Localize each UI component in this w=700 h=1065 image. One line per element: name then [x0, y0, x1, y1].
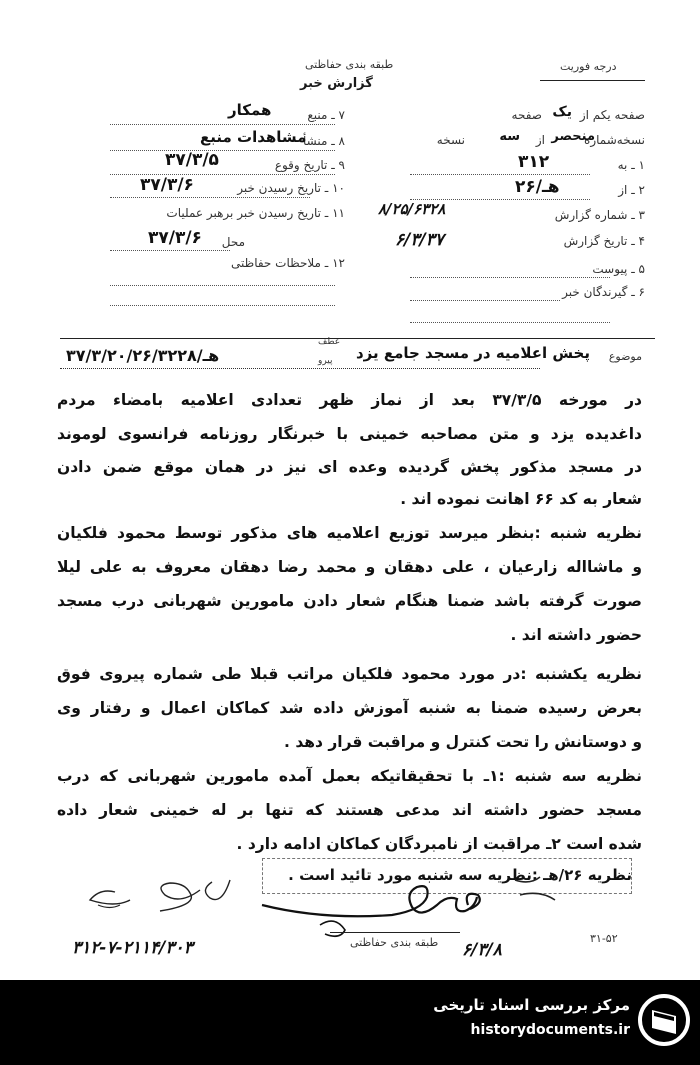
body-line-10: بعرض رسیده ضمنا به شنبه آموزش داده شد کماکان اعمال و رفتار وی: [57, 699, 642, 717]
field-from-value: ۲۶/هـ: [515, 177, 560, 197]
bottom-classification-rule: [330, 932, 460, 933]
body-line-14: شده است ۲ـ مراقبت از نامبردگان کماکان ادامه دارد .: [236, 835, 642, 853]
priority-label: درجه فوریت: [560, 60, 617, 73]
body-line-4: شعار به کد ۶۶ اهانت نموده اند .: [400, 490, 642, 508]
field-ops-date-label: ۱۱ ـ تاریخ رسیدن خبر برهبر عملیات: [166, 206, 345, 220]
field-source-label: ۷ ـ منبع: [307, 108, 345, 122]
bottom-code: ۳۱-۵۲: [590, 932, 618, 945]
field-place-label: محل: [221, 235, 245, 249]
watermark-brand: [410, 990, 630, 1050]
body-line-1: در مورخه ۳۷/۳/۵ بعد از نماز ظهر تعدادی اعلامیه بامضاء مردم: [57, 391, 643, 409]
subject-label: موضوع: [608, 350, 642, 363]
page-of-label: صفحه یکم از: [579, 108, 645, 122]
field-origin-value: مشاهدات منبع: [200, 128, 307, 146]
field-place-value: ۳۷/۳/۶: [148, 228, 202, 248]
field-report-number-value: ۸/۲۵/۶۳۲۸: [378, 200, 446, 218]
field-occurrence-date-label: ۹ ـ تاریخ وقوع: [274, 158, 345, 172]
body-line-6: و ماشااله زارعیان ، علی دهقان و محمد رضا دهقان معروف به علی لیلا: [57, 558, 642, 576]
field-to-value: ۳۱۲: [518, 152, 550, 172]
body-line-8: حضور داشته اند .: [510, 626, 642, 644]
watermark-logo-icon: [636, 992, 692, 1048]
subject-ref-number: ۳۷/۳/۲۰/هـ/۲۶/۳۲۲۸: [66, 346, 220, 365]
copy-number-label: نسخه‌شماره: [584, 133, 645, 147]
body-line-13: مسجد حضور داشته اند مدعی هستند که تنها بر له خمینی شعار داده: [57, 801, 642, 819]
handwritten-number-bottom: ۶/۳/۸: [462, 940, 502, 960]
field-attachment-label: ۵ ـ پیوست: [592, 262, 645, 276]
body-line-5: نظریه شنبه :بنظر میرسد توزیع اعلامیه های مذکور توسط محمود فلکیان: [57, 524, 642, 542]
field-report-date-value: ۶/۳/۳۷: [395, 230, 444, 250]
field-security-notes-label: ۱۲ ـ ملاحظات حفاظتی: [231, 256, 345, 270]
field-receipt-date-label: ۱۰ ـ تاریخ رسیدن خبر: [237, 181, 345, 195]
subject-ref-top: عطف: [318, 337, 341, 347]
field-source-value: همکار: [228, 101, 272, 119]
subject-ref-bottom: پیرو: [318, 356, 333, 366]
body-line-12: نظریه سه شنبه :۱ـ با تحقیقاتیکه بعمل آمده مامورین شهربانی که درب: [57, 767, 643, 785]
field-to-label: ۱ ـ به: [617, 158, 645, 172]
watermark-url: historydocuments.ir: [470, 1022, 630, 1038]
bottom-classification: طبقه بندی حفاظتی: [350, 936, 439, 949]
field-report-date-label: ۴ ـ تاریخ گزارش: [563, 234, 645, 248]
body-line-9: نظریه یکشنبه :در مورد محمود فلکیان مراتب قبلا طی شماره پیروی فوق: [57, 665, 642, 683]
copy-number-value: منحصر: [551, 129, 595, 144]
field-recipients-label: ۶ ـ گیرندگان خبر: [562, 285, 645, 299]
copy-of-label: از: [535, 133, 545, 147]
field-report-number-label: ۳ ـ شماره گزارش: [554, 208, 645, 222]
body-line-2: داغدیده یزد و متن مصاحبه خمینی با خبرنگار روزنامه فرانسوی لوموند: [57, 425, 642, 443]
subject-text: پخش اعلامیه در مسجد جامع یزد: [355, 344, 590, 362]
copy-suffix: نسخه: [436, 133, 465, 147]
form-title: گزارش خبر: [300, 76, 373, 91]
field-origin-label: ۸ ـ منشأ: [302, 134, 345, 148]
field-from-label: ۲ ـ از: [618, 183, 645, 197]
body-line-7: صورت گرفته باشد ضمنا هنگام شعار دادن مامورین شهربانی درب مسجد: [57, 592, 642, 610]
watermark-name: مرکز بررسی اسناد تاریخی: [433, 996, 630, 1014]
header-classification: طبقه بندی حفاظتی: [305, 58, 394, 71]
copy-total-value: سه: [499, 129, 520, 144]
final-opinion-text: نظریه ۲۶/هـ :نظریه سه شنبه مورد تائید است .: [288, 866, 632, 884]
handwritten-note-bottom: ۳۱۲-۷-۲۱۱۴/۳۰۳: [72, 938, 193, 958]
page-of-value: یک: [552, 104, 572, 120]
body-line-11: و دوستانش را تحت کنترل و مراقبت قرار دهد .: [284, 733, 642, 751]
field-receipt-date-value: ۳۷/۳/۶: [140, 175, 194, 195]
body-line-3: در مسجد مذکور پخش گردیده وعده ای نیز در همان موقع ضمن دادن: [57, 458, 642, 476]
field-occurrence-date-value: ۳۷/۳/۵: [165, 150, 219, 170]
page-suffix: صفحه: [511, 108, 542, 122]
